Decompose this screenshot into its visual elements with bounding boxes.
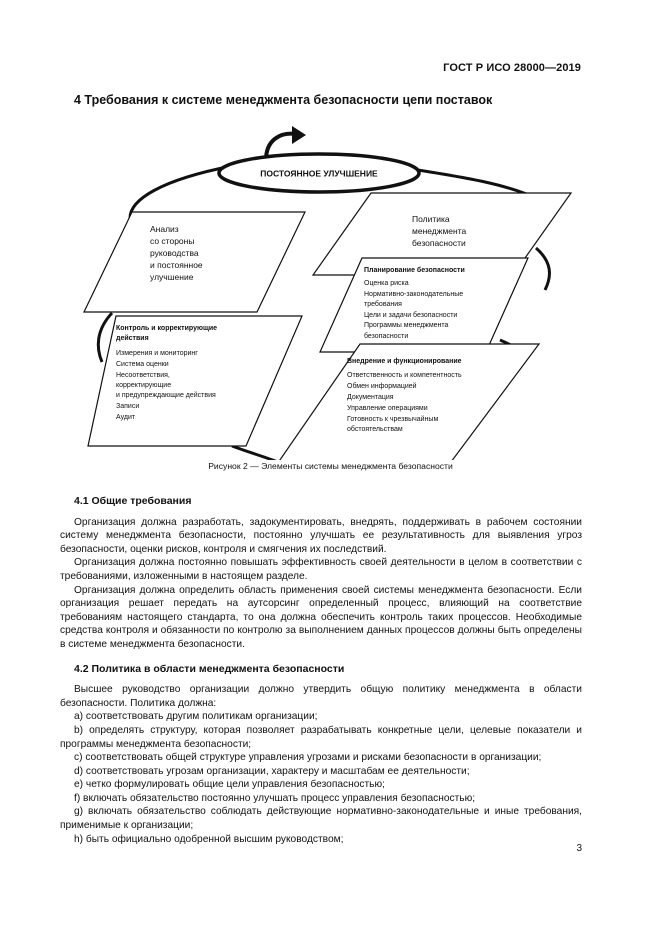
figure-2-diagram [0,120,661,460]
management-review-label: Анализ со стороны руководства и постоянное улучшение [150,224,203,282]
checking-corrective-items: Измерения и мониторинг Система оценки Несоответствия, корректирующие и предупреждающие действия Записи Аудит [116,350,216,421]
policy-list-item: h) быть официально одобренной высшим руководством; [74,833,344,845]
standard-designation: ГОСТ Р ИСО 28000—2019 [443,62,581,74]
section-4-1-heading: 4.1 Общие требования [74,495,192,507]
figure-caption: Рисунок 2 — Элементы системы менеджмента безопасности [208,461,453,471]
cycle-arc-top-left [130,166,232,218]
section-4-2-intro: Высшее руководство организации должно утвердить общую политику менеджмента в области безопасности. Политика должна: [60,684,582,709]
cycle-arc-right [536,248,549,290]
improvement-arrowhead-icon [292,126,306,144]
section-4-1-paragraph: Организация должна разработать, задокументировать, внедрять, поддерживать в рабочем состоянии систему менеджмента безопасности, постоянно улучшать ее результативность для выявления угроз безопасности, оценки рисков, контроля и смягчения их последствий. [60,516,582,555]
policy-list-item: g) включать обязательство соблюдать действующие нормативно-законодательные и иные требования, применимые к организации; [60,806,582,832]
page-number: 3 [576,843,582,854]
security-planning-title: Планирование безопасности [364,267,465,274]
section-4-heading: 4 Требования к системе менеджмента безопасности цепи поставок [74,93,493,107]
policy-list-item: a) соответствовать другим политикам организации; [74,711,318,723]
policy-list-item: b) определять структуру, которая позволяет разрабатывать конкретные цели, целевые показатели и программы менеджмента безопасности; [60,724,582,750]
implementation-operation-title: Внедрение и функционирование [347,358,462,365]
checking-corrective-title: Контроль и корректирующие действия [116,325,218,342]
implementation-operation-items: Ответственность и компетентность Обмен информацией Документация Управление операциями Готовность к чрезвычайным обстоятельствам [347,372,462,433]
policy-list-item: e) четко формулировать общие цели управления безопасностью; [74,779,385,791]
security-planning-items: Оценка риска Нормативно-законодательные требования Цели и задачи безопасности Программы менеджмента безопасности [364,280,464,340]
section-4-1-paragraph: Организация должна постоянно повышать эффективность своей деятельности в целом в соответствии с требованиями, изложенными в настоящем разделе. [60,557,582,582]
cycle-arc-bottom [232,446,278,460]
policy-list-item: f) включать обязательство постоянно улучшать процесс управления безопасностью; [74,792,476,804]
continuous-improvement-label: ПОСТОЯННОЕ УЛУЧШЕНИЕ [260,168,378,179]
policy-label: Политика менеджмента безопасности [412,214,467,248]
body-text [60,495,582,846]
section-4-1-paragraph: Организация должна определить область применения своей системы менеджмента безопасности. Если организация решает передать на аутсорсинг определенный процесс, влияющий на соответствие требованиям настоящего стандарта, то она должна обеспечить контроль таких процессов. Необходимые средства контроля и обязанности по контролю за выполнением данных процессов должны быть определены в системе менеджмента безопасности. [60,584,582,650]
section-4-2-heading: 4.2 Политика в области менеджмента безопасности [74,662,345,675]
policy-list-item: d) соответствовать угрозам организации, характеру и масштабам ее деятельности; [74,765,470,777]
policy-list-item: c) соответствовать общей структуре управления угрозами и рисками безопасности в организации; [74,752,542,764]
